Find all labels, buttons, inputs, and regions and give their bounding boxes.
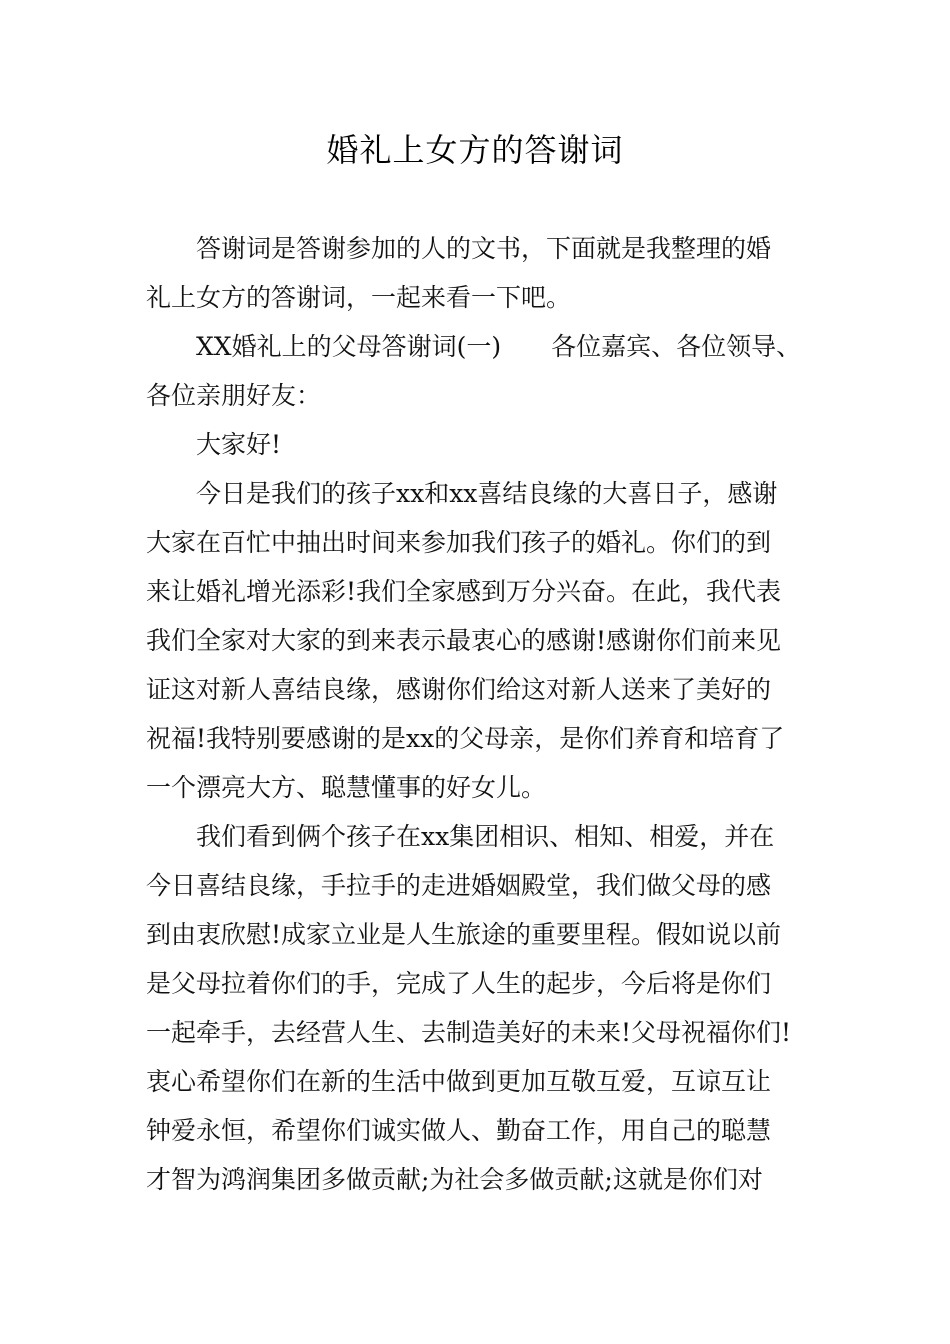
text-line: 我们全家对大家的到来表示最衷心的感谢!感谢你们前来见 [146,626,782,655]
text-line: 是父母拉着你们的手，完成了人生的起步，今后将是你们 [146,969,772,998]
text-line: XX婚礼上的父母答谢词(一) 各位嘉宾、各位领导、 [196,332,802,361]
paragraph-heading [146,322,836,420]
text-line: 证这对新人喜结良缘，感谢你们给这对新人送来了美好的 [146,675,772,704]
paragraph-greeting [146,420,836,469]
text-line: 一起牵手，去经营人生、去制造美好的未来!父母祝福你们! [146,1018,792,1047]
text-line: 一个漂亮大方、聪慧懂事的好女儿。 [146,773,547,802]
text-line: 到由衷欣慰!成家立业是人生旅途的重要里程。假如说以前 [146,920,782,949]
text-line: 各位亲朋好友： [146,381,322,410]
paragraph-thanks [146,469,836,812]
text-line: 大家在百忙中抽出时间来参加我们孩子的婚礼。你们的到 [146,528,772,557]
document-title: 婚礼上女方的答谢词 [326,131,624,169]
text-line: 来让婚礼增光添彩!我们全家感到万分兴奋。在此，我代表 [146,577,782,606]
text-line: 衷心希望你们在新的生活中做到更加互敬互爱，互谅互让 [146,1067,772,1096]
text-line: 大家好! [196,430,282,459]
paragraph-blessing [146,812,836,1204]
text-line: 祝福!我特别要感谢的是xx的父母亲，是你们养育和培育了 [146,724,785,753]
paragraph-intro [146,224,836,322]
text-line: 今日是我们的孩子xx和xx喜结良缘的大喜日子，感谢 [196,479,778,508]
text-line: 钟爱永恒，希望你们诚实做人、勤奋工作，用自己的聪慧 [146,1116,772,1145]
text-line: 答谢词是答谢参加的人的文书，下面就是我整理的婚 [196,234,772,263]
text-line: 今日喜结良缘，手拉手的走进婚姻殿堂，我们做父母的感 [146,871,772,900]
text-line: 礼上女方的答谢词，一起来看一下吧。 [146,283,572,312]
document-body [146,224,836,1204]
text-line: 我们看到俩个孩子在xx集团相识、相知、相爱，并在 [196,822,775,851]
text-line: 才智为鸿润集团多做贡献;为社会多做贡献;这就是你们对 [146,1165,763,1194]
